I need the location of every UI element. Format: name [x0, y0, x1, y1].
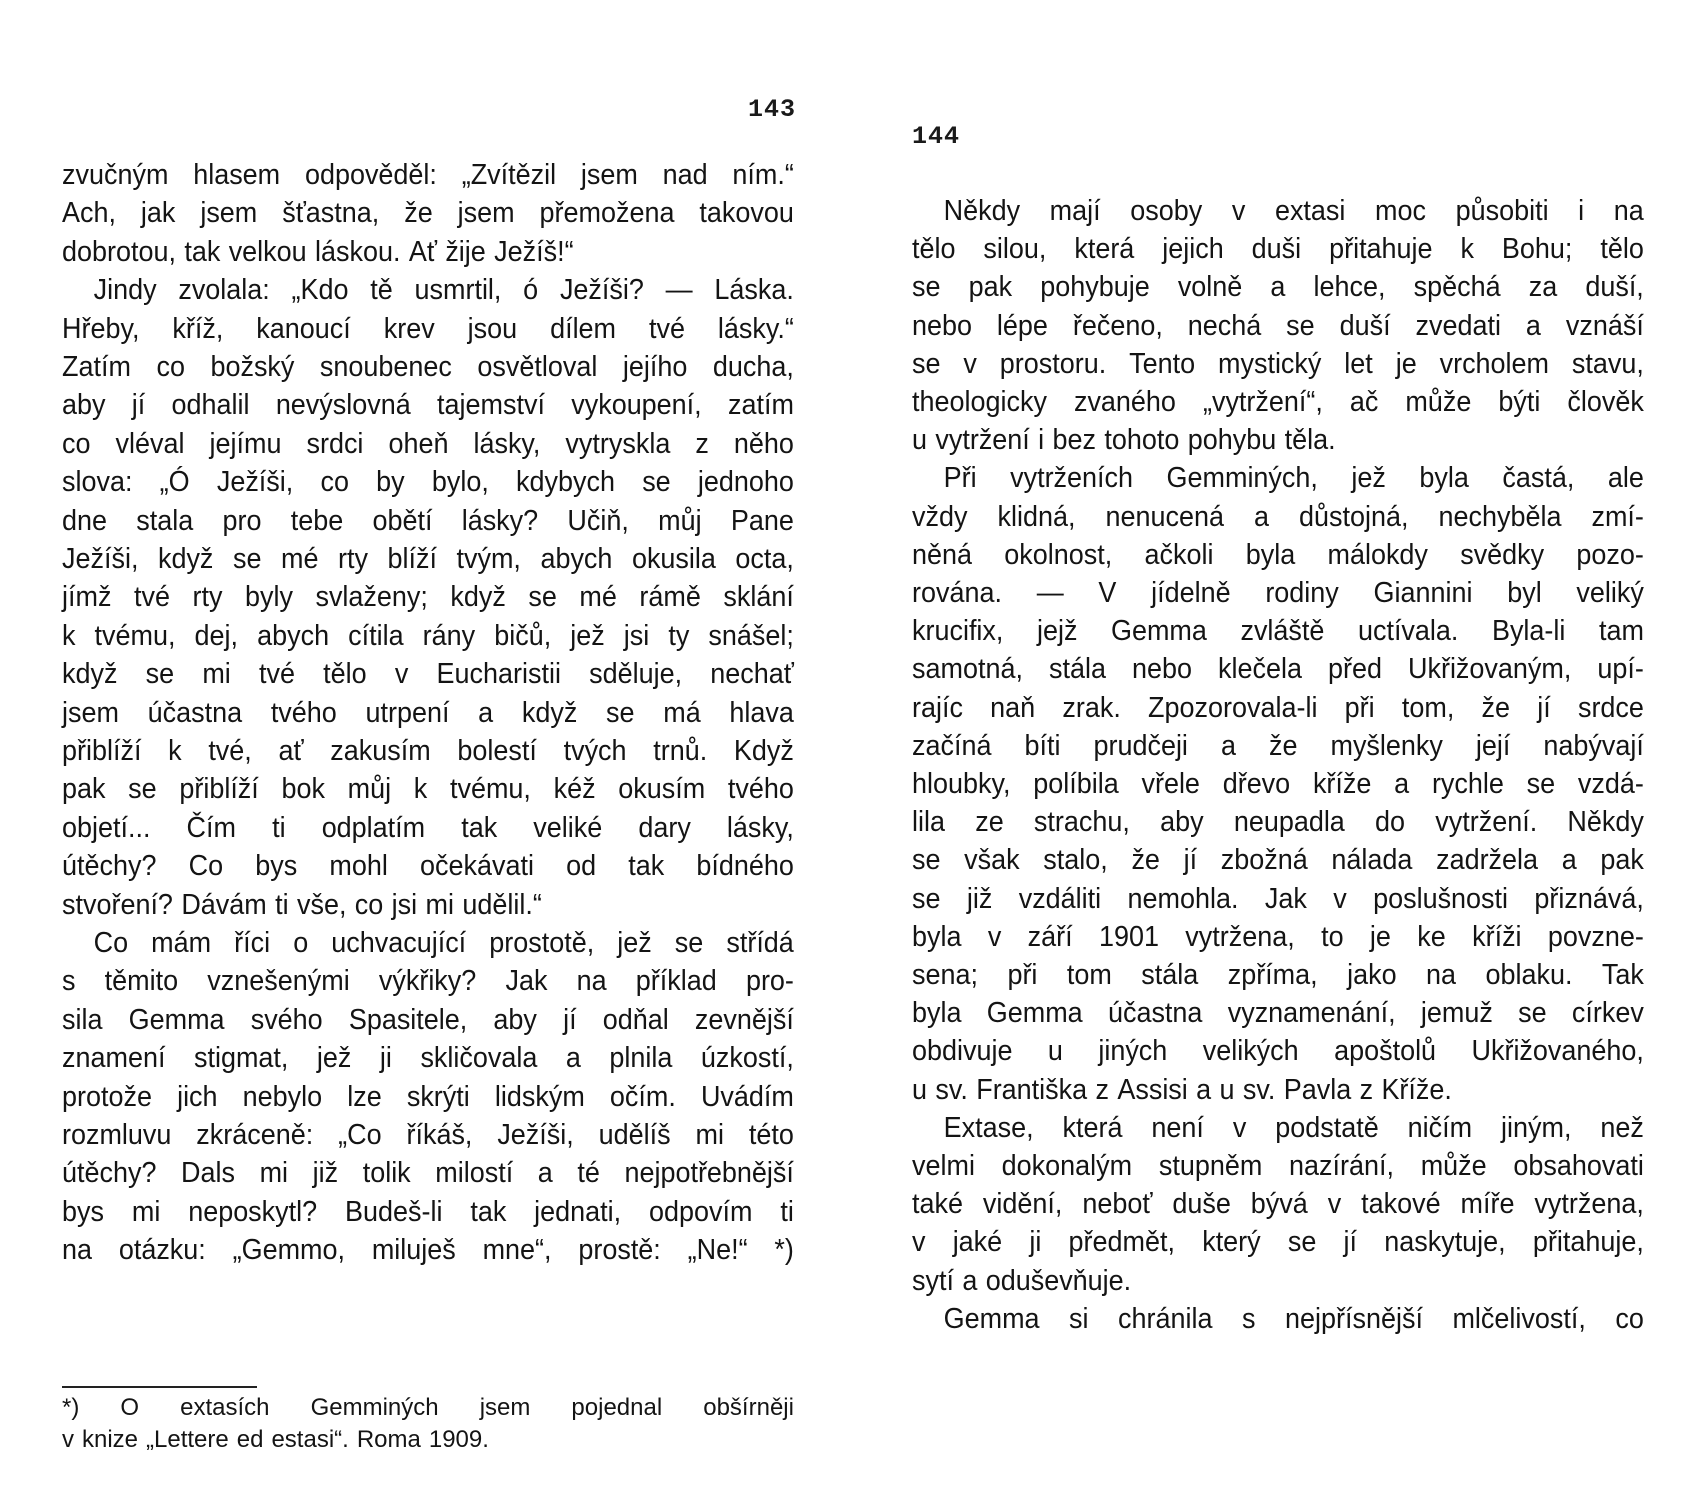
text-line: pak se přiblíží bok můj k tvému, kéž okusím tvého: [62, 773, 794, 806]
text-line: co vléval jejímu srdci oheň lásky, vytryskla z něho: [62, 427, 794, 460]
text-line: lila ze strachu, aby neupadla do vytržení. Někdy: [912, 806, 1644, 839]
text-line: útěchy? Dals mi již tolik milostí a té nejpotřebnější: [62, 1157, 794, 1190]
text-line: slova: „Ó Ježíši, co by bylo, kdybych se jednoho: [62, 466, 794, 499]
page-number: 144: [912, 122, 961, 151]
text-line: Co mám říci o uchvacující prostotě, jež se střídá: [93, 927, 794, 959]
text-line: když se mi tvé tělo v Eucharistii sděluje, nechať: [62, 658, 794, 691]
text-line: v jaké ji předmět, který se jí naskytuje, přitahuje,: [912, 1226, 1644, 1259]
text-line: Při vytrženích Gemminých, jež byla častá, ale: [943, 462, 1644, 495]
text-line: dobrotou, tak velkou láskou. Ať žije Ježíš!“: [62, 235, 574, 268]
text-line: zvučným hlasem odpověděl: „Zvítězil jsem nad ním.“: [62, 159, 794, 191]
text-line: Hřeby, kříž, kanoucí krev jsou dílem tvé lásky.“: [62, 312, 794, 345]
text-line: u vytržení i bez tohoto pohybu těla.: [912, 424, 1336, 457]
text-line: hloubky, políbila vřele dřevo kříže a rychle se vzdá-: [912, 768, 1644, 800]
text-line: Někdy mají osoby v extasi moc působiti i na: [943, 195, 1644, 227]
text-line: krucifix, jejž Gemma zvláště uctívala. Byla-li tam: [912, 615, 1644, 648]
text-line: protože jich nebylo lze skrýti lidským očím. Uvádím: [62, 1080, 794, 1113]
text-line: theologicky zvaného „vytržení“, ač může býti člověk: [912, 386, 1644, 418]
text-line: Zatím co božský snoubenec osvětloval jejího ducha,: [62, 351, 794, 383]
text-line: se pak pohybuje volně a lehce, spěchá za duší,: [912, 271, 1644, 304]
text-line: u sv. Františka z Assisi a u sv. Pavla z Kříže.: [912, 1073, 1452, 1106]
text-line: útěchy? Co bys mohl očekávati od tak bídného: [62, 850, 794, 883]
text-line: s těmito vznešenými výkřiky? Jak na příklad pro-: [62, 965, 794, 998]
footnote-rule: [62, 1386, 257, 1388]
page-number: 143: [748, 95, 797, 124]
text-line: objetí... Čím ti odplatím tak veliké dary lásky,: [62, 811, 794, 844]
text-line: velmi dokonalým stupněm nazírání, může obsahovati: [912, 1150, 1644, 1182]
text-line: se v prostoru. Tento mystický let je vrcholem stavu,: [912, 347, 1644, 380]
text-line: sila Gemma svého Spasitele, aby jí odňal zevnější: [62, 1003, 794, 1036]
text-line: rajíc naň zrak. Zpozorovala-li při tom, že jí srdce: [912, 691, 1644, 724]
text-line: obdivuje u jiných velikých apoštolů Ukřižovaného,: [912, 1035, 1644, 1068]
text-line: jímž tvé rty byly svlaženy; když se mé rámě sklání: [62, 581, 794, 614]
text-line: Jindy zvolala: „Kdo tě usmrtil, ó Ježíši? — Láska.: [93, 274, 794, 307]
text-line: začíná bíti prudčeji a že myšlenky její nabývají: [912, 729, 1644, 762]
text-line: rozmluvu zkráceně: „Co říkáš, Ježíši, udělíš mi této: [62, 1119, 794, 1151]
text-line: se však stalo, že jí zbožná nálada zadržela a pak: [912, 844, 1644, 877]
text-line: jsem účastna tvého utrpení a když se má hlava: [62, 696, 794, 729]
text-line: byla Gemma účastna vyznamenání, jemuž se církev: [912, 997, 1644, 1030]
text-line: samotná, stála nebo klečela před Ukřižovaným, upí-: [912, 653, 1644, 686]
text-line: sytí a oduševňuje.: [912, 1264, 1132, 1297]
text-line: aby jí odhalil nevýslovná tajemství vykoupení, zatím: [62, 389, 794, 422]
text-line: stvoření? Dávám ti vše, co jsi mi udělil.“: [62, 888, 542, 921]
text-line: bys mi neposkytl? Budeš-li tak jednati, odpovím ti: [62, 1195, 794, 1228]
text-line: znamení stigmat, jež ji skličovala a plnila úzkostí,: [62, 1042, 794, 1075]
text-line: Ježíši, když se mé rty blíží tvým, abych okusila octa,: [62, 543, 794, 575]
text-line: Gemma si chránila s nejpřísnější mlčelivostí, co: [943, 1302, 1644, 1335]
text-line: byla v září 1901 vytržena, to je ke kříži povzne-: [912, 920, 1644, 953]
text-line: také vidění, neboť duše bývá v takové míře vytržena,: [912, 1188, 1644, 1221]
text-line: dne stala pro tebe obětí lásky? Učiň, můj Pane: [62, 504, 794, 537]
right-page: [846, 0, 1692, 1500]
text-line: rována. — V jídelně rodiny Giannini byl veliký: [912, 577, 1644, 609]
text-line: sena; při tom stála zpříma, jako na oblaku. Tak: [912, 959, 1644, 991]
text-line: se již vzdáliti nemohla. Jak v poslušnosti přiznává,: [912, 882, 1644, 915]
text-line: Ach, jak jsem šťastna, že jsem přemožena takovou: [62, 197, 794, 230]
footnote-line: *) O extasích Gemminých jsem pojednal obšírněji: [62, 1394, 794, 1421]
text-line: nebo lépe řečeno, nechá se duší zvedati a vznáší: [912, 309, 1644, 342]
text-line: přiblíží k tvé, ať zakusím bolestí tvých trnů. Když: [62, 735, 794, 767]
footnote-line: v knize „Lettere ed estasi“. Roma 1909.: [62, 1426, 489, 1453]
text-line: k tvému, dej, abych cítila rány bičů, jež jsi ty snášel;: [62, 619, 794, 652]
text-line: na otázku: „Gemmo, miluješ mne“, prostě: „Ne!“ *): [62, 1234, 794, 1267]
text-line: Extase, která není v podstatě ničím jiným, než: [943, 1111, 1644, 1144]
text-line: vždy klidná, nenucená a důstojná, nechyběla zmí-: [912, 500, 1644, 533]
text-line: něná okolnost, ačkoli byla málokdy svědky pozo-: [912, 538, 1644, 571]
text-line: tělo silou, která jejich duši přitahuje k Bohu; tělo: [912, 233, 1644, 266]
